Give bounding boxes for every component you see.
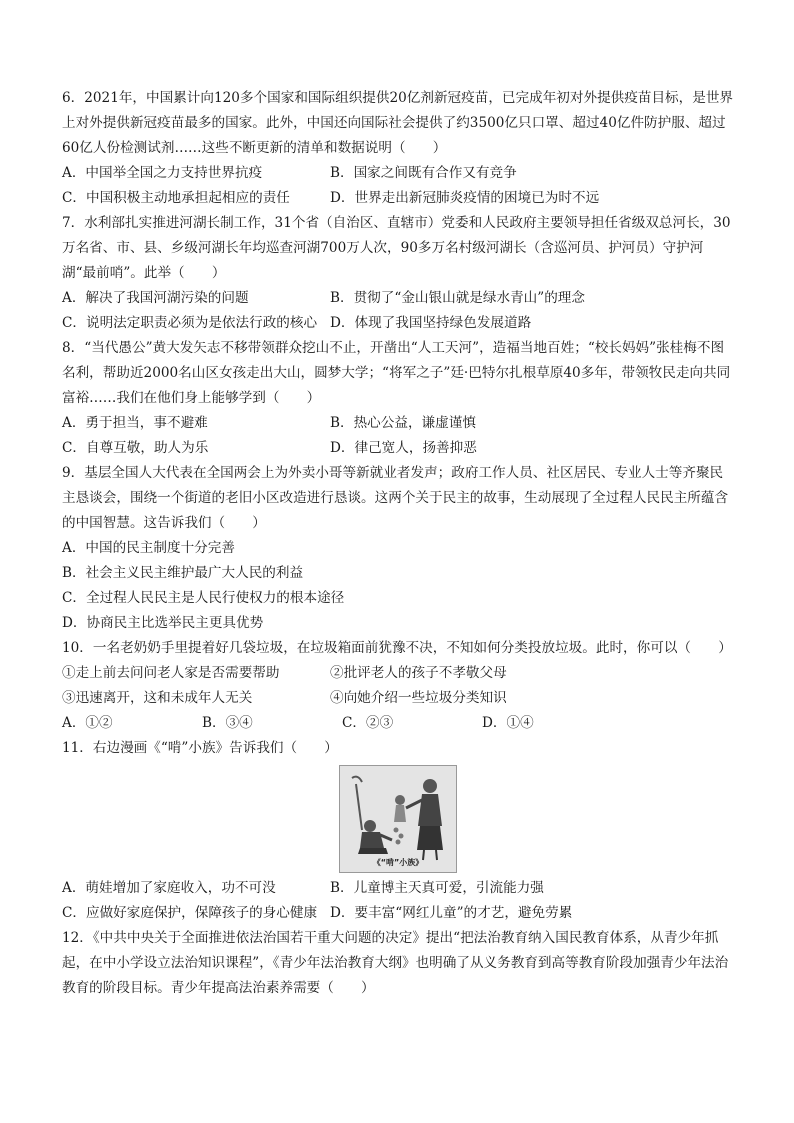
question-10-options-row bbox=[62, 711, 734, 736]
question-11-options-row-2 bbox=[62, 901, 734, 926]
question-6-option-a: A．中国举全国之力支持世界抗疫 bbox=[62, 165, 263, 181]
question-10-statement-2: ②批评老人的孩子不孝敬父母 bbox=[330, 665, 507, 681]
question-7-stem: 7．水利部扎实推进河湖长制工作，31个省（自治区、直辖市）党委和人民政府主要领导担任省级双总河长，30万名省、市、县、乡级河湖长年均巡查河湖700万人次，90多万名村级河湖长（含巡河员、护河员）守护河湖“最前哨”。此举（ ） bbox=[62, 215, 731, 281]
question-8-option-c: C．自尊互敬，助人为乐 bbox=[62, 440, 209, 456]
question-8-option-d: D．律己宽人，扬善抑恶 bbox=[330, 440, 477, 456]
question-7-option-a: A．解决了我国河湖污染的问题 bbox=[62, 290, 249, 306]
question-10-statement-3: ③迅速离开，这和未成年人无关 bbox=[62, 690, 253, 706]
question-10-option-d: D．①④ bbox=[482, 715, 534, 731]
question-11-option-d: D．要丰富“网红儿童”的才艺，避免劳累 bbox=[330, 905, 573, 921]
question-10-stem: 10．一名老奶奶手里提着好几袋垃圾，在垃圾箱面前犹豫不决，不知如何分类投放垃圾。此时，你可以（ ） bbox=[62, 640, 732, 656]
question-7-option-b: B．贯彻了“金山银山就是绿水青山”的理念 bbox=[330, 290, 585, 306]
question-10-statements-row-1 bbox=[62, 661, 734, 686]
question-7-option-d: D．体现了我国坚持绿色发展道路 bbox=[330, 315, 532, 331]
question-11-option-c: C．应做好家庭保护，保障孩子的身心健康 bbox=[62, 905, 318, 921]
question-9-option-d: D．协商民主比选举民主更具优势 bbox=[62, 615, 264, 631]
cartoon-figure bbox=[62, 765, 734, 873]
question-12-stem: 12．《中共中央关于全面推进依法治国若干重大问题的决定》提出“把法治教育纳入国民教育体系，从青少年抓起，在中小学设立法治知识课程”，《青少年法治教育大纲》也明确了从义务教育到高等教育阶段加强青少年法治教育的阶段目标。青少年提高法治素养需要（ ） bbox=[62, 930, 729, 996]
question-10-option-c: C．②③ bbox=[342, 715, 394, 731]
question-6-option-c: C．中国积极主动地承担起相应的责任 bbox=[62, 190, 290, 206]
question-11-option-a: A．萌娃增加了家庭收入，功不可没 bbox=[62, 880, 276, 896]
question-7-option-c: C．说明法定职责必须为是依法行政的核心 bbox=[62, 315, 318, 331]
question-9-stem: 9．基层全国人大代表在全国两会上为外卖小哥等新就业者发声；政府工作人员、社区居民、专业人士等齐聚民主恳谈会，围绕一个街道的老旧小区改造进行恳谈。这两个关于民主的故事，生动展现了全过程人民民主所蕴含的中国智慧。这告诉我们（ ） bbox=[62, 465, 729, 531]
question-6-option-b: B．国家之间既有合作又有竞争 bbox=[330, 165, 517, 181]
exam-page bbox=[62, 86, 734, 1001]
question-8-options-row-2 bbox=[62, 436, 734, 461]
question-8-option-a: A．勇于担当，事不避难 bbox=[62, 415, 208, 431]
question-10-option-b: B．③④ bbox=[202, 715, 253, 731]
question-10-statements-row-2 bbox=[62, 686, 734, 711]
question-8-option-b: B．热心公益，谦虚谨慎 bbox=[330, 415, 476, 431]
question-6-stem: 6．2021年，中国累计向120多个国家和国际组织提供20亿剂新冠疫苗，已完成年初对外提供疫苗目标，是世界上对外提供新冠疫苗最多的国家。此外，中国还向国际社会提供了约3500亿只口罩、超过40亿件防护服、超过60亿人份检测试剂……这些不断更新的清单和数据说明（ ） bbox=[62, 90, 734, 156]
question-7-options-row-2 bbox=[62, 311, 734, 336]
question-6-options-row-1 bbox=[62, 161, 734, 186]
question-8-options-row-1 bbox=[62, 411, 734, 436]
question-11-option-b: B．儿童博主天真可爱，引流能力强 bbox=[330, 880, 544, 896]
question-10-statement-4: ④向她介绍一些垃圾分类知识 bbox=[330, 690, 507, 706]
cartoon-caption: 《“啃”小族》 bbox=[372, 858, 424, 867]
question-6-option-d: D．世界走出新冠肺炎疫情的困境已为时不远 bbox=[330, 190, 600, 206]
question-9-option-b: B．社会主义民主维护最广大人民的利益 bbox=[62, 565, 304, 581]
cartoon-illustration bbox=[340, 766, 456, 872]
question-9-option-c: C．全过程人民民主是人民行使权力的根本途径 bbox=[62, 590, 345, 606]
question-9-option-a: A．中国的民主制度十分完善 bbox=[62, 540, 235, 556]
question-10-statement-1: ①走上前去问问老人家是否需要帮助 bbox=[62, 665, 280, 681]
question-8-stem: 8．“当代愚公”黄大发矢志不移带领群众挖山不止，开凿出“人工天河”，造福当地百姓；“校长妈妈”张桂梅不图名利，帮助近2000名山区女孩走出大山，圆梦大学；“将军之子”廷·巴特尔扎根草原40多年，带领牧民走向共同富裕……我们在他们身上能够学到（ ） bbox=[62, 340, 731, 406]
question-7-options-row-1 bbox=[62, 286, 734, 311]
cartoon-image bbox=[339, 765, 457, 873]
question-11-stem: 11．右边漫画《“啃”小族》告诉我们（ ） bbox=[62, 740, 338, 756]
question-6-options-row-2 bbox=[62, 186, 734, 211]
question-11-options-row-1 bbox=[62, 876, 734, 901]
question-10-option-a: A．①② bbox=[62, 715, 113, 731]
